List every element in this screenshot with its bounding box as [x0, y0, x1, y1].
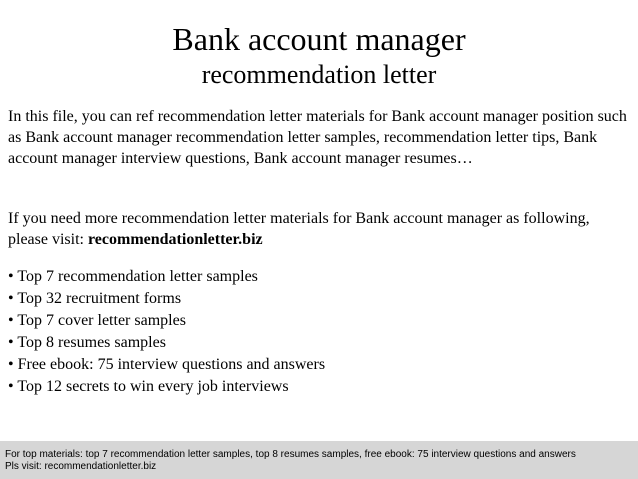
bullet-item: • Top 7 cover letter samples [8, 312, 186, 329]
title-line-1: Bank account manager [172, 21, 466, 57]
more-info-paragraph [8, 208, 630, 250]
title-line-2: recommendation letter [201, 60, 437, 89]
website-link[interactable]: recommendationletter.biz [87, 231, 263, 248]
bullet-item: • Free ebook: 75 interview questions and answers [8, 356, 326, 373]
bullet-item: • Top 8 resumes samples [8, 334, 166, 351]
bullet-item: • Top 32 recruitment forms [8, 290, 182, 307]
page-title [0, 20, 638, 92]
footer-line-1: For top materials: top 7 recommendation letter samples, top 8 resumes samples, free ebook: 75 interview questions and answers [5, 449, 576, 460]
bullet-list [8, 266, 630, 398]
footer-line-2: Pls visit: recommendationletter.biz [5, 461, 157, 472]
bullet-item: • Top 12 secrets to win every job interviews [8, 378, 289, 395]
bullet-item: • Top 7 recommendation letter samples [8, 268, 258, 285]
intro-paragraph: In this file, you can ref recommendation letter materials for Bank account manager position such as Bank account manager recommendation letter samples, recommendation letter tips, Bank account manager interview questions, Bank account manager resumes… [8, 108, 627, 167]
more-info-text: If you need more recommendation letter materials for Bank account manager as following, please visit: [8, 210, 590, 248]
footer-bar [0, 441, 638, 479]
